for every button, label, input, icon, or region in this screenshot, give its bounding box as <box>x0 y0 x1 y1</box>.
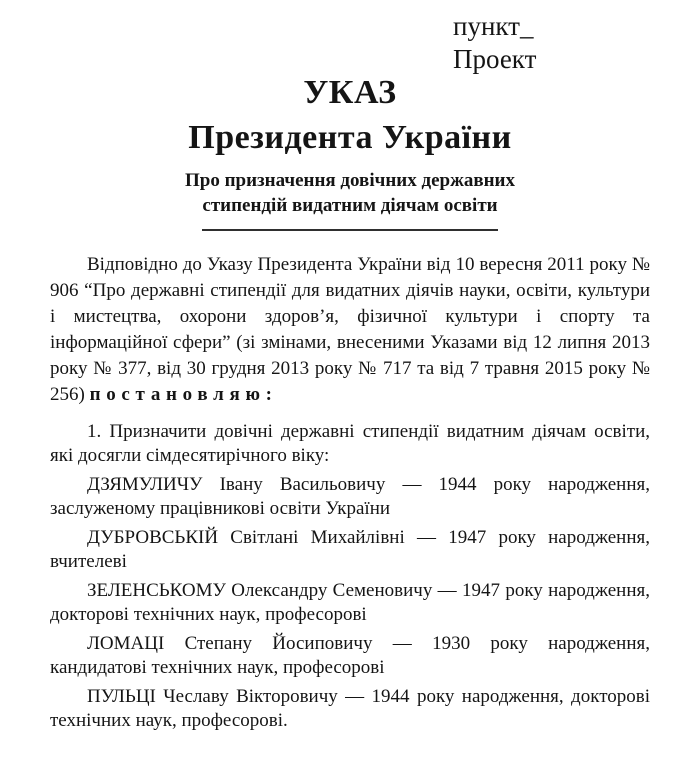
resolve-word: постановляю: <box>89 384 278 405</box>
decree-subject-line-1: Про призначення довічних державних <box>184 170 516 191</box>
decree-subject-line-2: стипендій видатним діячам освіти <box>202 195 498 216</box>
preamble-paragraph <box>50 252 650 408</box>
corner-note-proekt: Проект <box>453 44 537 74</box>
corner-annotation <box>453 10 536 76</box>
recipient-paragraph: ЛОМАЦІ Степану Йосиповичу — 1930 року народження, кандидатові технічних наук, професорові <box>50 633 650 678</box>
corner-note-punkt: пункт_ <box>453 11 534 41</box>
preamble-text: Відповідно до Указу Президента України від 10 вересня 2011 року № 906 “Про державні стипендії для видатних діячів науки, освіти, культури і мистецтва, охорони здоров’я, фізичної культури і спорту та інформаційної сфери” (зі змінами, внесеними Указами від 12 липня 2013 року № 377, від 30 грудня 2013 року № 717 та від 7 травня 2015 року № 256) <box>50 254 650 405</box>
separator-line <box>202 229 498 231</box>
decree-title-word: УКАЗ <box>303 74 397 111</box>
recipient-paragraph: ДЗЯМУЛИЧУ Івану Васильовичу — 1944 року народження, заслуженому працівникові освіти України <box>50 474 650 519</box>
decree-subject <box>50 168 650 218</box>
recipient-paragraph: ДУБРОВСЬКІЙ Світлані Михайлівні — 1947 року народження, вчителеві <box>50 527 650 572</box>
recipient-paragraph: ЗЕЛЕНСЬКОМУ Олександру Семеновичу — 1947 року народження, докторові технічних наук, професорові <box>50 580 650 625</box>
recipient-paragraph: ПУЛЬЦІ Чеславу Вікторовичу — 1944 року народження, докторові технічних наук, професорові. <box>50 686 650 731</box>
decree-title <box>50 70 650 160</box>
item-1-paragraph: 1. Призначити довічні державні стипендії видатним діячам освіти, які досягли сімдесятирічного віку: <box>50 421 650 466</box>
decree-title-issuer: Президента України <box>188 119 512 156</box>
